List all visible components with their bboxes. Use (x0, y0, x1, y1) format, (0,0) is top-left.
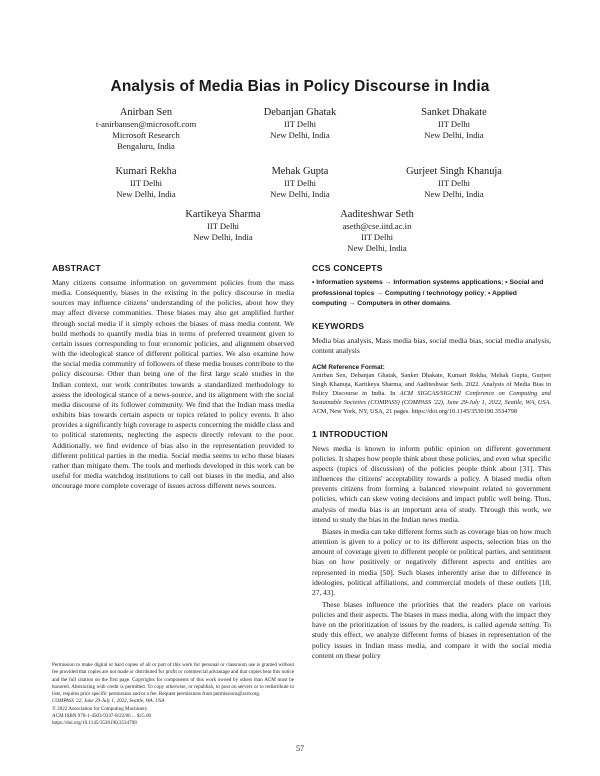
author-location: Bengaluru, India (117, 140, 175, 151)
page-number: 57 (296, 744, 304, 753)
author-location: New Delhi, India (270, 188, 330, 199)
author-location: New Delhi, India (193, 231, 253, 242)
author-block (210, 106, 390, 141)
author-email: t-anirbansen@microsoft.com (95, 119, 197, 129)
intro-text: . To study this effect, we analyze different forms of biases in representation of the policy issues in Indian mass media, and compare it with the social media content on these policy (312, 620, 551, 660)
intro-paragraph: Biases in media can take different forms such as coverage bias on how much attention is given to a policy or to its different aspects, selection bias on the amount of coverage given to different people or political parties, and sentiment bias on how positively or negatively different aspects and entities are represented in media [50]. Such biases inherently arise due to difference in ideologies, political affiliations, and commercial models of these outlets [18, 27, 43]. (312, 526, 551, 597)
copyright-notice: © 2022 Association for Computing Machinery. (52, 705, 149, 712)
ccs-item: • Social and professional topics → Computing / technology policy (312, 279, 544, 297)
ccs-separator: ; (501, 279, 504, 286)
author-name: Anirban Sen (119, 107, 173, 118)
intro-paragraph: News media is known to inform public opinion on different government policies. It shapes how people think about these policies, and even what specific aspects (topics of discussion) of the policies people think about [31]. This influences the citizens' acceptability towards a policy. A biased media often prevents citizens from forming a balanced viewpoint related to government policies, which can skew voting decisions and impact public well being. Thus, analysis of media bias is an important area of study. Through this work, we intend to study the bias in the Indian news media. (312, 443, 551, 524)
intro-heading: 1 INTRODUCTION (312, 428, 388, 439)
author-location: New Delhi, India (270, 129, 330, 140)
author-location: New Delhi, India (424, 188, 484, 199)
author-block (56, 106, 236, 151)
ccs-separator: ; (484, 289, 488, 297)
ccs-heading: CCS CONCEPTS (312, 263, 383, 273)
author-affiliation: IIT Delhi (283, 119, 317, 129)
permission-text: Permission to make digital or hard copies of all or part of this work for personal or classroom use is granted without fee provided that copies are not made or distributed for profit or commercial advantage and that copies bear this notice and the full citation on the first page. Copyrights for components of this work owned by others than ACM must be honored. Abstracting with credit is permitted. To copy otherwise, or republish, to post on servers or to redistribute to lists, requires prior specific permission and/or a fee. Request permissions from permissions@acm.org. (52, 662, 294, 698)
author-block (210, 165, 390, 200)
author-location: New Delhi, India (424, 129, 484, 140)
author-affiliation: IIT Delhi (437, 119, 471, 129)
author-affiliation: IIT Delhi (129, 178, 163, 188)
author-name: Aaditeshwar Seth (340, 209, 414, 220)
author-name: Kumari Rekha (115, 166, 177, 177)
keywords-text: Media bias analysis, Mass media bias, social media bias, social media analysis, content analysis (312, 335, 551, 355)
author-block (364, 165, 544, 200)
doi-link[interactable]: https://doi.org/10.1145/3530190.3534798 (52, 720, 137, 727)
intro-paragraph (312, 600, 551, 661)
author-block (287, 208, 467, 253)
author-affiliation: IIT Delhi (283, 178, 317, 188)
right-column (312, 263, 551, 661)
intro-emphasis: agenda setting (494, 620, 540, 630)
author-name: Mehak Gupta (271, 166, 329, 177)
author-location: New Delhi, India (116, 188, 176, 199)
author-block (364, 106, 544, 141)
intro-text: These biases influence the priorities that the readers place on various policies and their aspects. The biases in mass media, along with the impact they have on the prioritization of issues by the readers, is called (312, 599, 551, 630)
ccs-item: • Applied computing → Computers in other domains (312, 289, 517, 308)
ccs-separator: . (449, 300, 452, 308)
left-column (52, 263, 294, 491)
abstract-heading: ABSTRACT (52, 263, 101, 273)
author-affiliation: IIT Delhi (206, 221, 240, 231)
author-name: Kartikeya Sharma (185, 209, 261, 220)
conference-venue: COMPASS '22, June 29-July 1, 2022, Seattle, WA, USA (52, 698, 165, 705)
abstract-text: Many citizens consume information on government policies from the mass media. Consequently, biases in the existing in the policy discourse in media sources may influence citizens' understanding of the policies, about how they may affect diverse communities. These biases may also get amplified further through social media if it simply echoes the biases of mass media content. We build methods to quantify media bias in terms of preferred treatment given to certain issues corresponding to four economic policies, and alignment observed with the ideological stance of different political parties. We also examine how the social media community of followers of these media houses contribute to the policy discourse. Other than being one of the first large scale studies in the Indian context, our work contributes towards a standardized methodology to assess the ideological stance of a news-source, and its alignment with the social media discourse of its follower community. We find that the Indian mass media exhibits bias towards certain aspects or topics related to policy events. It also provides a significantly high coverage to aspects concerning the middle class and to political statements, neglecting the aspects directly relevant to the poor. Additionally, we find evidence of bias also in the representation provided to different political parties in the media. Social media seems to echo these biases rather than mitigate them. The tools and methods developed in this work can be useful for media watchdog institutions to call out biases in the media, and also encourage more complete coverage of issues across different news sources. (52, 278, 294, 491)
permission-notice (52, 662, 294, 728)
author-affiliation: IIT Delhi (360, 231, 394, 242)
author-name: Sanket Dhakate (421, 107, 487, 118)
author-block (56, 165, 236, 200)
author-block (133, 208, 313, 243)
reference-heading: ACM Reference Format: (312, 364, 385, 372)
author-name: Gurjeet Singh Khanuja (406, 166, 502, 177)
reference-authors: Anirban Sen, Debanjan Ghatak, Sanket Dhakate, Kumari Rekha, Mehak Gupta, Gurjeet Singh Khanuja, Kartikeya Sharma, and Aaditeshwar Seth. 2022. Analysis of Media Bias in Policy Discourse in India. In (312, 372, 551, 397)
author-affiliation: Microsoft Research (112, 129, 180, 140)
reference-venue: ACM SIGCAS/SIGCHI Conference on Computing and Sustainable Societies (COMPASS) (COMPASS '22), June 29-July 1, 2022, Seattle, WA, USA. (312, 389, 551, 406)
paper-title: Analysis of Media Bias in Policy Discourse in India (110, 78, 490, 95)
ccs-item: • Information systems → Information systems applications (312, 279, 502, 286)
author-email: aseth@cse.iitd.ac.in (342, 221, 412, 231)
author-location: New Delhi, India (347, 242, 407, 253)
ccs-concepts (312, 278, 551, 310)
reference-doi: ACM, New York, NY, USA, 21 pages. https://doi.org/10.1145/3530190.3534798 (312, 407, 518, 415)
isbn: ACM ISBN 978-1-4503-9347-8/22/06 ... $15.00 (52, 713, 152, 720)
author-affiliation: IIT Delhi (437, 178, 471, 188)
keywords-heading: KEYWORDS (312, 320, 365, 331)
reference-text (312, 372, 551, 417)
author-name: Debanjan Ghatak (263, 107, 337, 118)
